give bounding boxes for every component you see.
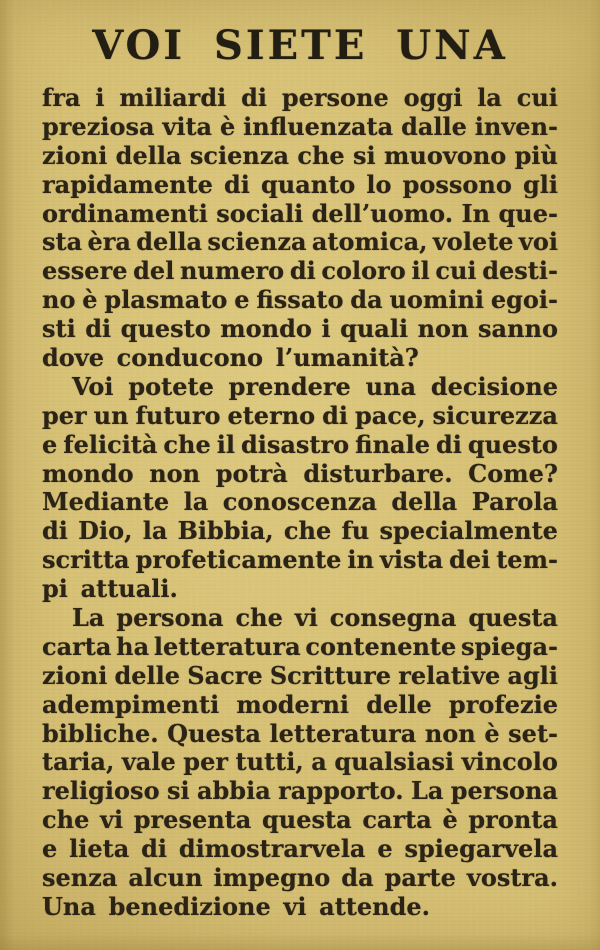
text-line: essere del numero di coloro il cui desti- bbox=[42, 256, 558, 286]
text-line: Voi potete prendere una decisione bbox=[72, 371, 558, 401]
text-line: Una benedizione vi attende. bbox=[42, 891, 431, 921]
text-line: e felicità che il disastro finale di questo bbox=[42, 429, 558, 459]
text-line: adempimenti moderni delle profezie bbox=[42, 689, 558, 719]
text-line: senza alcun impegno da parte vostra. bbox=[42, 863, 558, 893]
text-line: che vi presenta questa carta è pronta bbox=[42, 805, 558, 835]
card-title: VOI SIETE UNA bbox=[92, 22, 508, 69]
text-line: e lieta di dimostrarvela e spiegarvela bbox=[42, 834, 558, 864]
text-line: sta èra della scienza atomica, volete voi bbox=[42, 227, 558, 257]
text-line: sti di questo mondo i quali non sanno bbox=[42, 314, 558, 344]
text-line: scritta profeticamente in vista dei tem- bbox=[42, 545, 558, 575]
text-line: taria, vale per tutti, a qualsiasi vincolo bbox=[42, 747, 558, 777]
text-line: mondo non potrà disturbare. Come? bbox=[42, 458, 558, 488]
text-line: no è plasmato e fissato da uomini egoi- bbox=[42, 285, 558, 315]
card-body bbox=[42, 84, 558, 922]
text-line: dove conducono l’umanità? bbox=[42, 343, 419, 373]
text-line: La persona che vi consegna questa bbox=[72, 603, 558, 633]
text-line: Mediante la conoscenza della Parola bbox=[42, 487, 558, 517]
text-line: ordinamenti sociali dell’uomo. In que- bbox=[42, 198, 558, 228]
text-line: zioni della scienza che si muovono più bbox=[42, 140, 558, 170]
text-line: bibliche. Questa letteratura non è set- bbox=[42, 718, 558, 748]
text-line: per un futuro eterno di pace, sicurezza bbox=[42, 400, 558, 430]
text-line: religioso si abbia rapporto. La persona bbox=[42, 776, 558, 806]
text-line: zioni delle Sacre Scritture relative agli bbox=[42, 660, 558, 690]
text-line: di Dio, la Bibbia, che fu specialmente bbox=[42, 516, 558, 546]
text-line: pi attuali. bbox=[42, 574, 178, 604]
text-line: carta ha letteratura contenente spiega- bbox=[42, 631, 558, 661]
text-line: rapidamente di quanto lo possono gli bbox=[42, 169, 558, 199]
text-line: fra i miliardi di persone oggi la cui bbox=[42, 83, 558, 112]
text-line: preziosa vita è influenzata dalle inven- bbox=[42, 111, 558, 141]
